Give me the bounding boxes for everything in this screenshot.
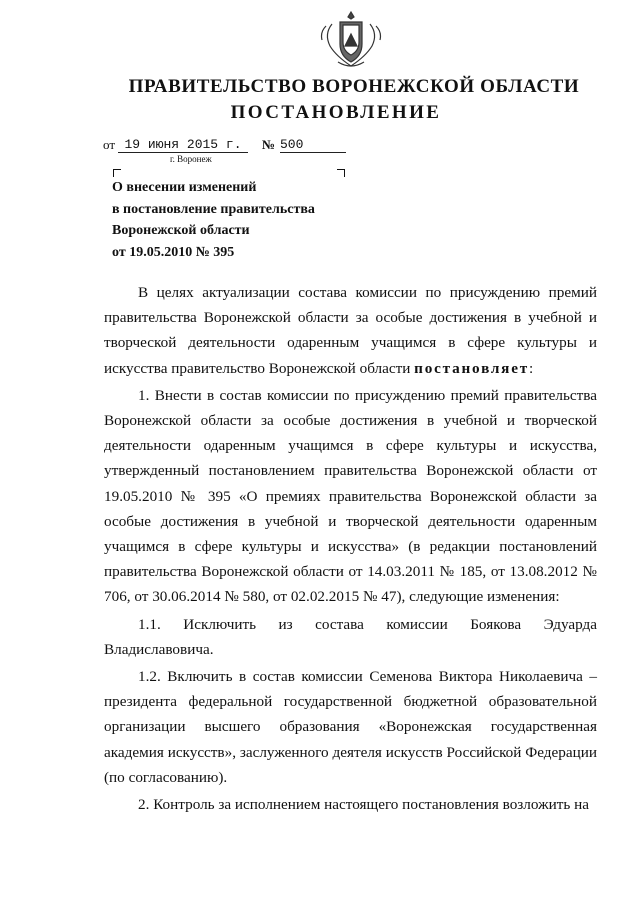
document-type-title: ПОСТАНОВЛЕНИЕ <box>230 102 442 123</box>
intro-paragraph <box>104 280 597 381</box>
subject-corner-left <box>113 169 121 177</box>
coat-of-arms-emblem <box>318 8 384 70</box>
subject-line: О внесении изменений <box>112 180 257 195</box>
item-1-2-paragraph: 1.2. Включить в состав комиссии Семенова Виктора Николаевича – президента федеральной государственной бюджетной образовательной организации высшего образования «Воронежская государственная академия искусств», заслуженного деятеля искусств Российской Федерации (по согласованию). <box>104 668 597 786</box>
document-body <box>104 280 597 819</box>
intro-tail: : <box>529 359 534 377</box>
subject-line: в постановление правительства <box>112 201 315 217</box>
resolves-keyword: постановляет <box>414 359 530 377</box>
item-1-paragraph: 1. Внести в состав комиссии по присуждению премий правительства Воронежской области за особые достижения в учебной и творческой деятельности одаренным учащимся в сфере культуры и искусства, утвержденный постановлением правительства Воронежской области от 19.05.2010 № 395 «О премиях правительства Воронежской области за особые достижения в учебной и творческой деятельности одаренным учащимся в сфере культуры и искусства» (в редакции постановлений правительства Воронежской области от 14.03.2011 № 185, от 13.08.2012 № 706, от 30.06.2014 № 580, от 02.02.2015 № 47), следующие изменения: <box>104 386 597 606</box>
organization-title: ПРАВИТЕЛЬСТВО ВОРОНЕЖСКОЙ ОБЛАСТИ <box>128 76 580 97</box>
item-1-1-paragraph: 1.1. Исключить из состава комиссии Боякова Эдуарда Владиславовича. <box>104 615 597 658</box>
document-subject <box>112 177 372 263</box>
number-prefix: № <box>262 137 276 152</box>
city-label: г. Воронеж <box>170 154 212 164</box>
subject-line: Воронежской области <box>112 223 250 238</box>
document-number: 500 <box>280 137 346 153</box>
document-date: 19 июня 2015 г. <box>118 137 248 153</box>
item-2-paragraph: 2. Контроль за исполнением настоящего постановления возложить на <box>138 796 589 814</box>
date-prefix: от <box>103 137 116 152</box>
subject-corner-right <box>337 169 345 177</box>
intro-text: В целях актуализации состава комиссии по присуждению премий правительства Воронежской области за особые достижения в учебной и творческой деятельности одаренным учащимся в сфере культуры и искусства правительство Воронежской области <box>104 284 597 377</box>
subject-line: от 19.05.2010 № 395 <box>112 244 235 260</box>
